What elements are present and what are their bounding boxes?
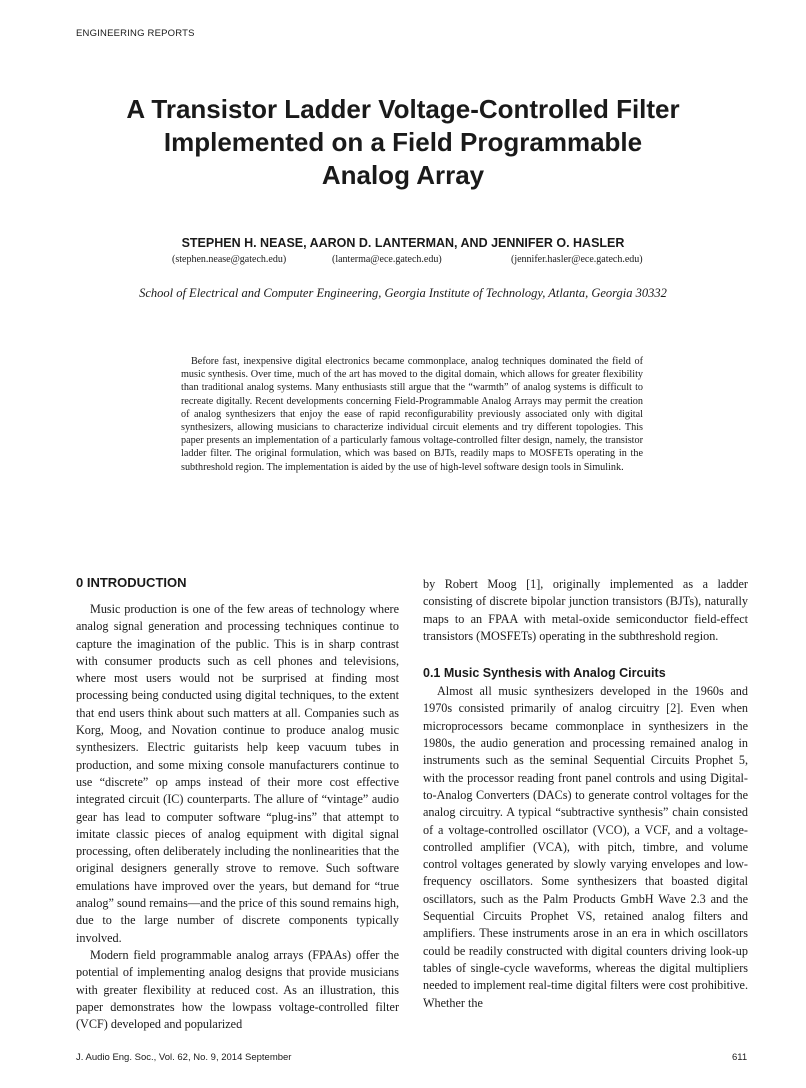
paper-title [60,93,746,192]
affiliation: School of Electrical and Computer Engineering, Georgia Institute of Technology, Atlanta, Georgia 30332 [139,286,667,300]
author-email: (stephen.nease@gatech.edu) [172,254,287,265]
author-email: (lanterma@ece.gatech.edu) [332,254,442,265]
author-email: (jennifer.hasler@ece.gatech.edu) [511,254,643,265]
author-list: STEPHEN H. NEASE, AARON D. LANTERMAN, AND JENNIFER O. HASLER [181,236,625,250]
page-number: 611 [732,1052,748,1063]
title-line: Implemented on a Field Programmable [163,127,643,157]
paragraph: Modern field programmable analog arrays (FPAAs) offer the potential of implementing analog designs that provide musicians with greater flexibility at reduced cost. As an illustration, this paper demonstrates how the lowpass voltage-controlled filter (VCF) developed and popularized [76,947,399,1032]
subsection-heading: 0.1 Music Synthesis with Analog Circuits [423,666,666,681]
title-line: A Transistor Ladder Voltage-Controlled Filter [126,94,680,124]
journal-citation: J. Audio Eng. Soc., Vol. 62, No. 9, 2014 September [76,1052,292,1063]
abstract: Before fast, inexpensive digital electronics became commonplace, analog techniques dominated the field of music synthesis. Over time, much of the art has moved to the digital domain, which allows for greater flexibility than traditional analog systems. Many enthusiasts still argue that the “warmth” of analog systems is difficult to recreate digitally. Recent developments concerning Field-Programmable Analog Arrays may permit the creation of analog synthesizers that enjoy the ease of rapid reconfigurability previously associated only with digital synthesizers, allowing musicians to characterize individual circuit elements and try different topologies. This paper presents an implementation of a particularly famous voltage-controlled filter design, namely, the transistor ladder filter. The original formulation, which was based on BJTs, readily maps to MOSFETs operating in the subthreshold region. The implementation is aided by the use of high-level software design tools in Simulink. [181,356,643,473]
left-column [76,575,399,1033]
right-column [423,576,748,1012]
running-header: ENGINEERING REPORTS [76,28,195,39]
paragraph: Music production is one of the few areas of technology where analog signal generation and processing techniques continue to capture the imagination of the public. This is in sharp contrast with consumer products such as cell phones and televisions, where most users would not be surprised at finding most processing being conducted using digital techniques, to the extent that end users think about such matters at all. Companies such as Korg, Moog, and Novation continue to produce analog music synthesizers. Electric guitarists help keep vacuum tubes in production, and some mixing console manufacturers continue to use “discrete” op amps instead of their more cost effective integrated circuit (IC) counterparts. The allure of “vintage” audio gear has lead to computer software “plug-ins” that attempt to imitate classic pieces of analog equipment with digital signal processing, often deliberately including the nonlinearities that the original designers generally strove to remove. Such software emulations have improved over the years, but demand for “true analog” sound remains—and the price of this sound remains high, due to the large number of discrete components typically involved. [76,602,399,945]
paragraph: Almost all music synthesizers developed in the 1960s and 1970s consisted primarily of analog circuitry [2]. Even when microprocessors became commonplace in synthesizers in the 1980s, the audio generation and processing remained analog in instruments such as the seminal Sequential Circuits Prophet 5, with the processor reading front panel controls and using Digital-to-Analog Converters (DACs) to generate control voltages for the analog circuitry. A typical “subtractive synthesis” chain consisted of a voltage-controlled oscillator (VCO), a VCF, and a voltage-controlled amplifier (VCA), with pitch, timbre, and volume control voltages generated by slowly varying envelopes and low-frequency oscillators. Some synthesizers that boasted digital oscillators, such as the Palm Products GmbH Wave 2.3 and the Sequential Circuits Prophet VS, retained analog filters and amplifiers. These instruments arose in an era in which oscillators could be readily constructed with digital counters driving look-up tables of single-cycle waveforms, whereas the digital multipliers needed to implement real-time digital filters were cost prohibitive. Whether the [423,684,748,1010]
paragraph: by Robert Moog [1], originally implemented as a ladder consisting of discrete bipolar junction transistors (BJTs), naturally maps to an FPAA with metal-oxide semiconductor field-effect transistors (MOSFETs) operating in the subthreshold region. [423,577,748,643]
title-line: Analog Array [321,160,485,190]
section-heading: 0 INTRODUCTION [76,575,187,590]
